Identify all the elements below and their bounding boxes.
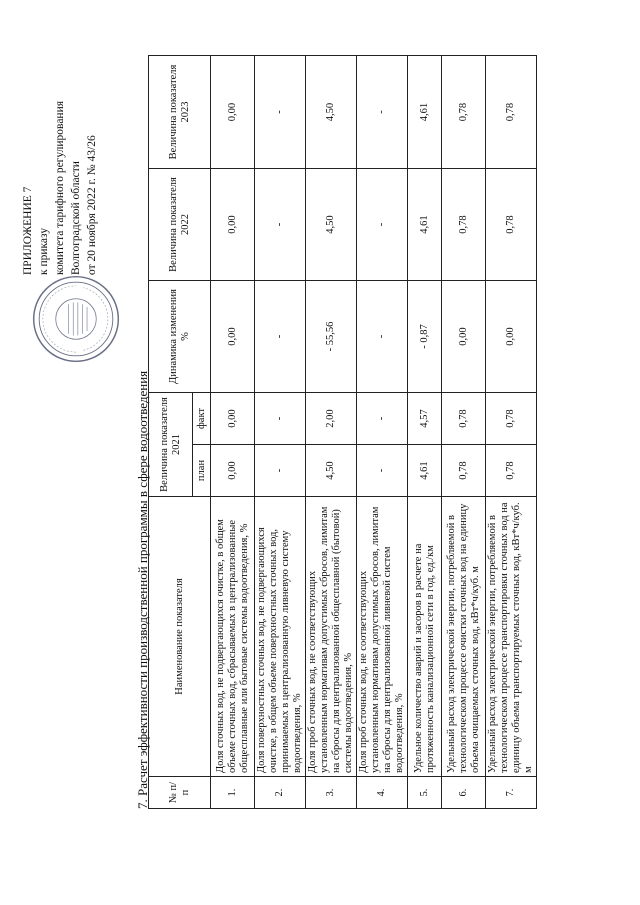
header-value-2022: Величина показателя 2022 [149,169,211,281]
value-2022: 0,78 [486,169,537,281]
value-2022: - [357,169,408,281]
performance-table [148,55,537,809]
indicator-name: Доля поверхностных сточных вод, не подвергающихся очистке, в общем объеме поверхностных сточных вод, принимаемых в централизованную ливневую систему водоотведения, % [255,497,306,777]
official-seal-stamp-icon [30,273,122,365]
approval-header [20,15,100,275]
dynamics-value: - 0,87 [408,281,442,393]
row-number: 6. [442,777,486,809]
value-2021-fact: - [255,393,306,445]
value-2022: 4,50 [306,169,357,281]
indicator-name: Доля сточных вод, не подвергающихся очистке, в общем объеме сточных вод, сбрасываемых в централизованные общесплавные или бытовые системы водоотведения, % [211,497,255,777]
value-2021-plan: 0,78 [486,445,537,497]
header-plan: план [193,445,211,497]
dynamics-value: 0,00 [442,281,486,393]
value-2021-plan: 0,00 [211,445,255,497]
value-2021-fact: 0,00 [211,393,255,445]
header-order-date: от 20 ноября 2022 г. № 43/26 [86,135,98,275]
header-fact: факт [193,393,211,445]
value-2021-plan: - [357,445,408,497]
header-committee: комитета тарифного регулирования [54,100,66,275]
value-2021-fact: 4,57 [408,393,442,445]
indicator-name: Удельный расход электрической энергии, потребляемой в технологическом процессе транспортировки сточных вод на единицу объема транспортируемых сточных вод, кВт*ч/куб. м [486,497,537,777]
value-2021-fact: 2,00 [306,393,357,445]
value-2021-plan: 4,61 [408,445,442,497]
value-2023: 0,78 [486,56,537,169]
row-number: 7. [486,777,537,809]
table-row [306,56,357,809]
value-2023: 4,61 [408,56,442,169]
value-2023: - [357,56,408,169]
section-title: 7. Расчет эффективности производственной программы в сфере водоотведения [135,370,150,809]
value-2021-plan: 4,50 [306,445,357,497]
value-2021-fact: - [357,393,408,445]
indicator-name: Удельный расход электрической энергии, потребляемой в технологическом процессе очистки сточных вод на единицу объема очищаемых сточных вод, кВт*ч/куб. м [442,497,486,777]
value-2023: 0,00 [211,56,255,169]
table-row [211,56,255,809]
header-to-order: к приказу [38,227,50,275]
header-region: Волгоградской области [70,161,82,275]
row-number: 3. [306,777,357,809]
dynamics-value: 0,00 [211,281,255,393]
header-value-2023: Величина показателя 2023 [149,56,211,169]
header-num: № п/п [149,777,211,809]
header-dynamics: Динамика изменения % [149,281,211,393]
value-2021-plan: 0,78 [442,445,486,497]
dynamics-value: 0,00 [486,281,537,393]
table-row [255,56,306,809]
table-row [408,56,442,809]
value-2021-fact: 0,78 [486,393,537,445]
value-2021-plan: - [255,445,306,497]
table-row [442,56,486,809]
header-name: Наименование показателя [149,497,211,777]
value-2021-fact: 0,78 [442,393,486,445]
value-2022: - [255,169,306,281]
value-2022: 4,61 [408,169,442,281]
table-row [357,56,408,809]
value-2022: 0,78 [442,169,486,281]
row-number: 2. [255,777,306,809]
header-value-2021: Величина показателя 2021 [149,393,193,497]
dynamics-value: - [357,281,408,393]
row-number: 4. [357,777,408,809]
header-appendix-number: ПРИЛОЖЕНИЕ 7 [22,186,34,275]
dynamics-value: - 55,56 [306,281,357,393]
indicator-name: Удельное количество аварий и засоров в расчете на протяженность канализационной сети в год, ед./км [408,497,442,777]
row-number: 1. [211,777,255,809]
value-2023: 4,50 [306,56,357,169]
dynamics-value: - [255,281,306,393]
value-2022: 0,00 [211,169,255,281]
indicator-name: Доля проб сточных вод, не соответствующих установленным нормативам допустимых сбросов, лимитам на сбросы для централизованной ливневой систем водоотведения, % [357,497,408,777]
row-number: 5. [408,777,442,809]
table-row [486,56,537,809]
indicator-name: Доля проб сточных вод, не соответствующих установленным нормативам допустимых сбросов, лимитам на сбросы для централизованной общесплавной (бытовой) системы водоотведения, % [306,497,357,777]
value-2023: 0,78 [442,56,486,169]
value-2023: - [255,56,306,169]
